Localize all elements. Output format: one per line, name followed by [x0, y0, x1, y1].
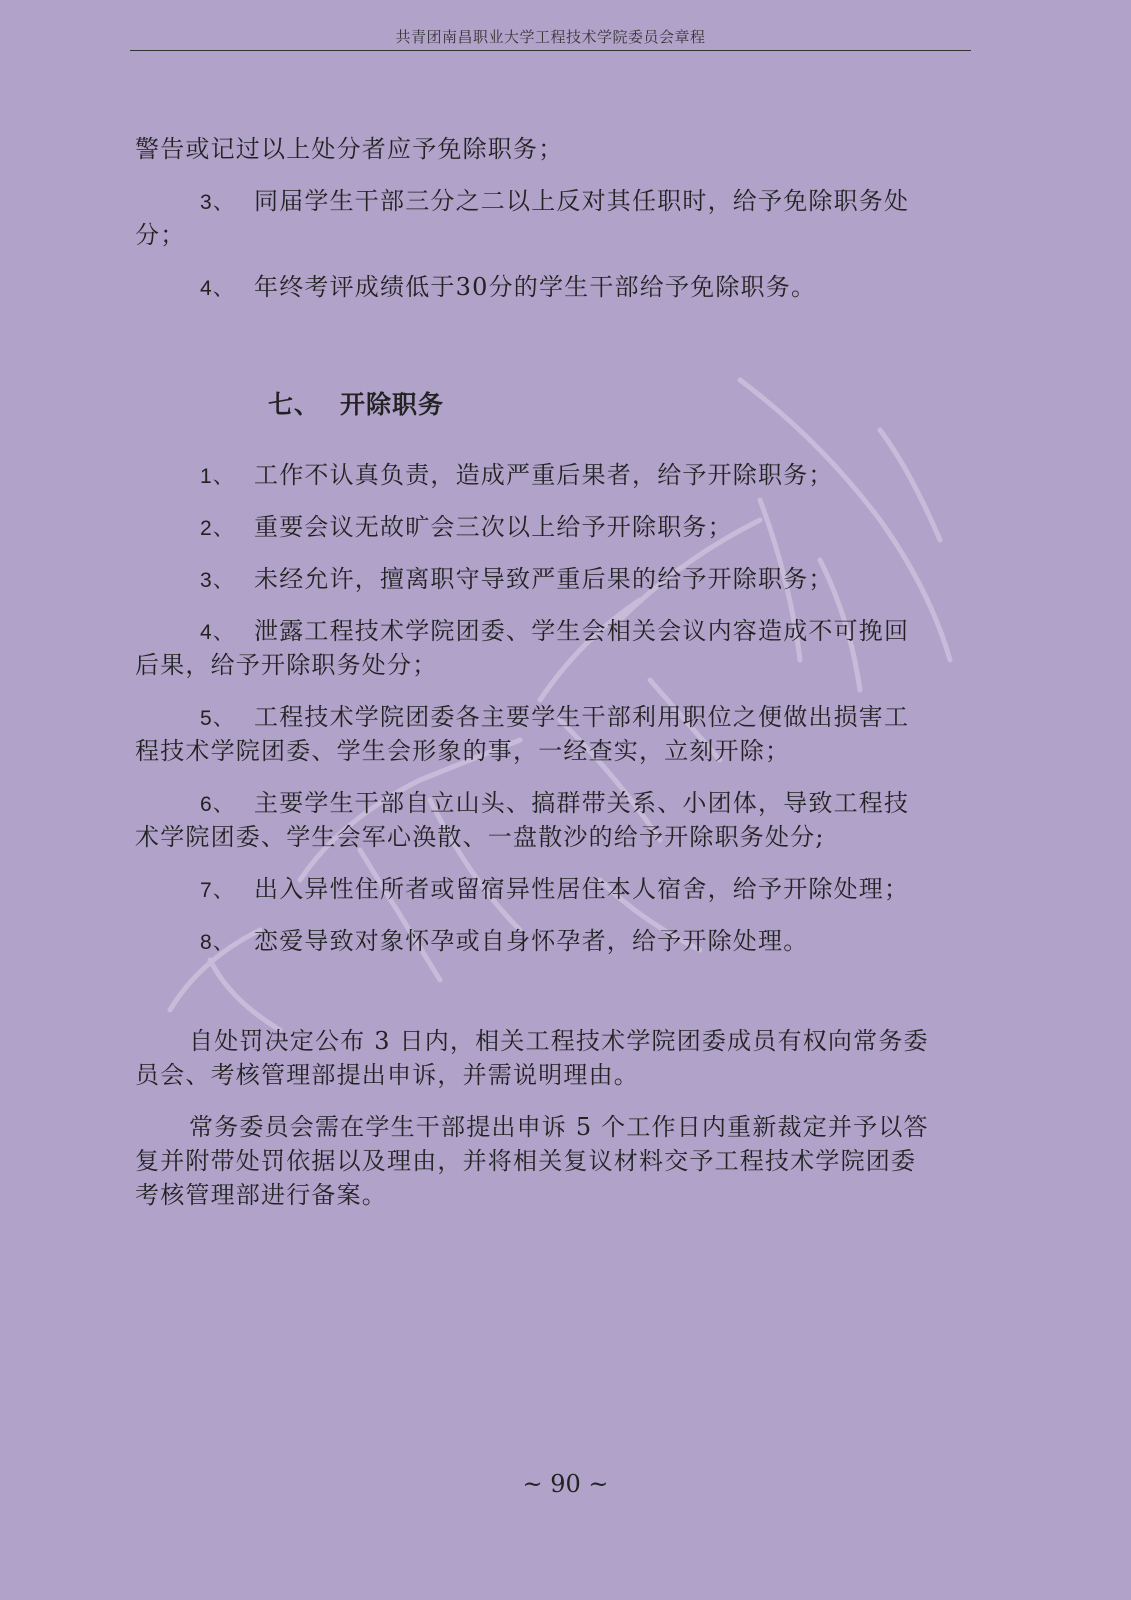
list-number: 3、	[200, 569, 236, 592]
list-item-continuation: 后果，给予开除职务处分；	[135, 651, 438, 679]
header-rule	[130, 50, 971, 51]
list-text: 工程技术学院团委各主要学生干部利用职位之便做出损害工	[254, 703, 910, 731]
list-number: 4、	[200, 621, 236, 644]
paragraph-line: 警告或记过以上处分者应予免除职务；	[135, 135, 564, 163]
paragraph-line: 员会、考核管理部提出申诉，并需说明理由。	[135, 1061, 639, 1089]
list-number: 6、	[200, 793, 236, 816]
list-item	[135, 872, 909, 908]
list-item-line: 分；	[135, 221, 186, 249]
list-text: 主要学生干部自立山头、搞群带关系、小团体，导致工程技	[254, 789, 910, 817]
list-item	[135, 614, 909, 650]
list-text: 同届学生干部三分之二以上反对其任职时，给予免除职务处	[254, 187, 910, 215]
paragraph-line: 复并附带处罚依据以及理由，并将相关复议材料交予工程技术学院团委	[135, 1147, 917, 1175]
list-item-continuation: 术学院团委、学生会军心涣散、一盘散沙的给予开除职务处分;	[135, 823, 825, 851]
section-number: 七、	[268, 390, 321, 419]
list-text: 工作不认真负责，造成严重后果者，给予开除职务；	[254, 461, 834, 489]
list-number: 2、	[200, 517, 236, 540]
paragraph-line: 考核管理部进行备案。	[135, 1181, 387, 1209]
list-item	[135, 786, 909, 822]
list-number: 4、	[200, 277, 236, 300]
list-text: 泄露工程技术学院团委、学生会相关会议内容造成不可挽回	[254, 617, 910, 645]
list-item-continuation: 程技术学院团委、学生会形象的事，一经查实，立刻开除；	[135, 737, 791, 765]
list-text: 未经允许，擅离职守导致严重后果的给予开除职务；	[254, 565, 834, 593]
page-number: ~ 90 ~	[522, 1470, 609, 1498]
list-item-line	[135, 184, 909, 220]
list-text: 恋爱导致对象怀孕或自身怀孕者，给予开除处理。	[254, 927, 809, 955]
list-item	[135, 924, 808, 960]
list-number: 8、	[200, 931, 236, 954]
list-text: 年终考评成绩低于30分的学生干部给予免除职务。	[254, 273, 817, 301]
list-text: 出入异性住所者或留宿异性居住本人宿舍，给予开除处理；	[254, 875, 910, 903]
list-number: 7、	[200, 879, 236, 902]
list-number: 3、	[200, 191, 236, 214]
list-item	[135, 458, 834, 494]
list-item	[135, 700, 909, 736]
watermark-stroke	[210, 960, 280, 1030]
paragraph-line: 自处罚决定公布 3 日内，相关工程技术学院团委成员有权向常务委	[189, 1027, 929, 1055]
list-item-line	[135, 270, 816, 306]
section-title: 开除职务	[340, 390, 445, 419]
running-header: 共青团南昌职业大学工程技术学院委员会章程	[395, 28, 706, 46]
list-number: 5、	[200, 707, 236, 730]
list-item	[135, 562, 834, 598]
watermark-stroke	[880, 430, 940, 540]
list-text: 重要会议无故旷会三次以上给予开除职务；	[254, 513, 733, 541]
paragraph-line: 常务委员会需在学生干部提出申诉 5 个工作日内重新裁定并予以答	[189, 1113, 929, 1141]
watermark-stroke	[360, 850, 440, 980]
list-number: 1、	[200, 465, 236, 488]
section-heading	[268, 385, 444, 421]
list-item	[135, 510, 733, 546]
